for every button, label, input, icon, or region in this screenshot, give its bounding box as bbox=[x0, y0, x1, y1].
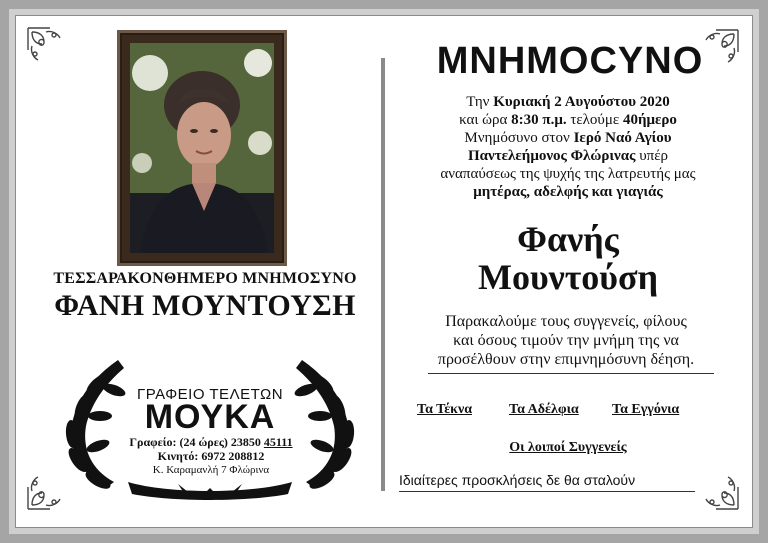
corner-ornament-top-left bbox=[24, 24, 72, 72]
funeral-home-phone bbox=[96, 436, 326, 449]
p4-tail: υπέρ bbox=[635, 148, 669, 164]
note-underline bbox=[399, 491, 695, 492]
first-name: Φανής bbox=[517, 219, 619, 259]
portrait-frame bbox=[117, 30, 287, 266]
p3-lead: Μνημόσυνο στον bbox=[464, 130, 574, 146]
announcement-text bbox=[392, 93, 744, 201]
left-subtitle: ΤΕΣΣΑΡΑΚΟΝΘΗΜΕΡΟ ΜΝΗΜΟΣΥΝΟ bbox=[53, 270, 357, 287]
service-time: 8:30 π.μ. bbox=[511, 112, 567, 128]
deceased-name-large bbox=[392, 220, 744, 296]
corner-ornament-bottom-right bbox=[694, 465, 742, 513]
service-date: Κυριακή 2 Αυγούστου 2020 bbox=[493, 94, 670, 110]
phone-label: Γραφείο: (24 ώρες) 23850 bbox=[129, 435, 264, 449]
signature-children: Τα Τέκνα bbox=[417, 402, 473, 417]
service-type: 40ήμερο bbox=[622, 112, 677, 128]
surname: Μουντούση bbox=[477, 257, 659, 297]
p2-mid: τελούμε bbox=[566, 112, 623, 128]
church-name-part2: Παντελεήμονος Φλώρινας bbox=[467, 148, 636, 164]
funeral-home-label: ΓΡΑΦΕΙΟ ΤΕΛΕΤΩΝ bbox=[136, 386, 284, 403]
funeral-home-brand: ΜΟΥΚΑ bbox=[144, 398, 276, 436]
signature-grandchildren: Τα Εγγόνια bbox=[612, 402, 680, 417]
signature-relatives: Οι λοιποί Συγγενείς bbox=[509, 440, 627, 455]
invitation-text bbox=[404, 312, 728, 369]
memorial-title: ΜΝΗΜΟCΥΝΟ bbox=[436, 40, 704, 82]
funeral-home-address: Κ. Καραμανλή 7 Φλώρινα bbox=[152, 464, 270, 476]
horizontal-rule bbox=[428, 373, 714, 374]
church-name-part1: Ιερό Ναό Αγίου bbox=[573, 130, 672, 146]
no-invitations-note: Ιδιαίτερες προσκλήσεις δε θα σταλούν bbox=[399, 472, 636, 488]
family-roles: μητέρας, αδελφής και γιαγιάς bbox=[473, 184, 663, 200]
invite-line-3: προσέλθουν στην επιμνημόσυνη δέηση. bbox=[437, 351, 695, 368]
invite-line-2: και όσους τιμούν την μνήμη της να bbox=[453, 332, 679, 349]
vertical-divider bbox=[381, 58, 385, 491]
invite-line-1: Παρακαλούμε τους συγγενείς, φίλους bbox=[445, 313, 687, 330]
p5-line: αναπαύσεως της ψυχής της λατρευτής μας bbox=[440, 166, 696, 182]
p1-lead: Την bbox=[466, 94, 494, 110]
portrait-photo bbox=[130, 43, 274, 253]
funeral-home-mobile: Κινητό: 6972 208812 bbox=[157, 449, 265, 463]
p2-lead: και ώρα bbox=[459, 112, 512, 128]
signature-siblings: Τα Αδέλφια bbox=[509, 402, 579, 417]
phone-tail: 45111 bbox=[263, 435, 293, 449]
deceased-name-caps: ΦΑΝΗ ΜΟΥΝΤΟΥΣΗ bbox=[54, 289, 356, 322]
